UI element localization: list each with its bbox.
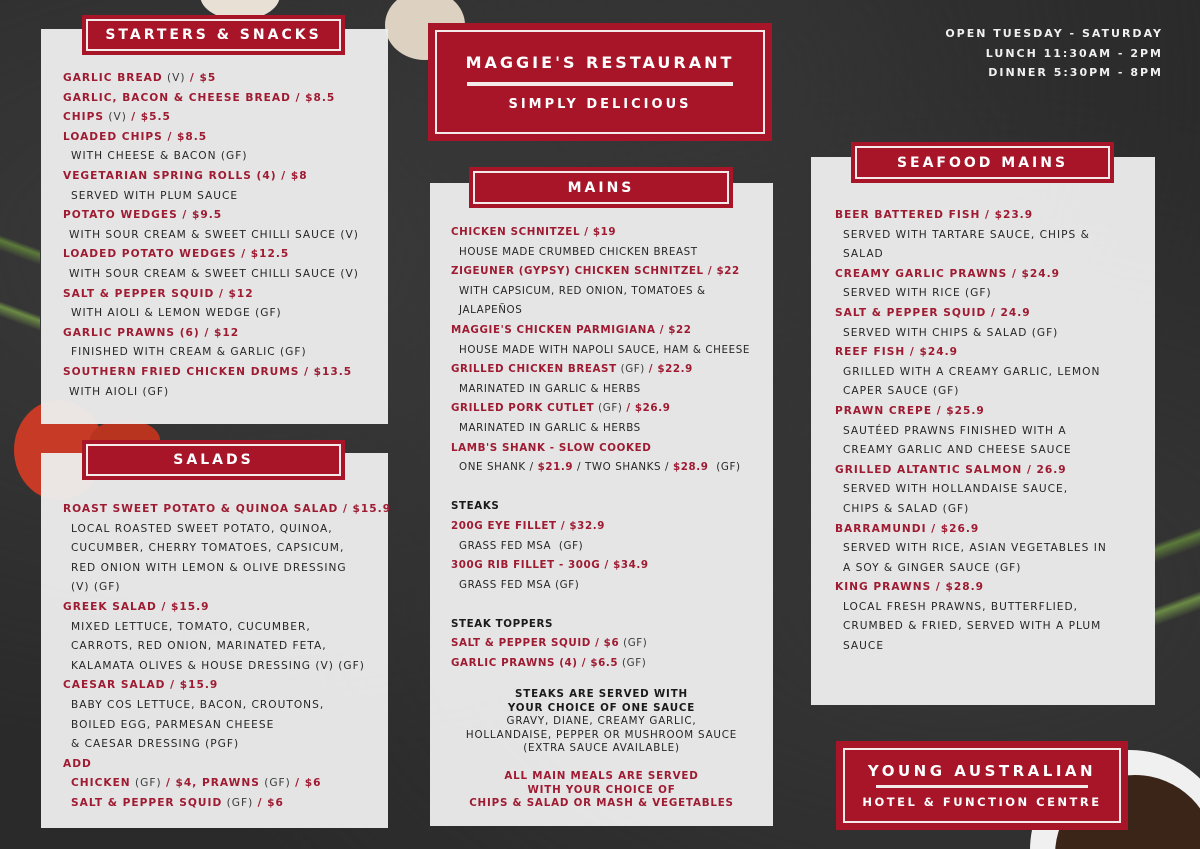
restaurant-tagline: SIMPLY DELICIOUS [508,96,692,112]
menu-item: BARRAMUNDI / $26.9 [835,522,980,535]
item-description: WITH SOUR CREAM & SWEET CHILLI SAUCE (V) [69,267,359,280]
item-description: WITH CAPSICUM, RED ONION, TOMATOES & [459,284,706,297]
add-on-line: SALT & PEPPER SQUID (GF) / $6 [71,796,284,809]
seafood-title: SEAFOOD MAINS [855,146,1110,179]
item-description: JALAPEÑOS [459,304,523,317]
brand-divider [467,82,733,86]
item-description: BOILED EGG, PARMESAN CHEESE [71,718,275,731]
item-description: SAUTÉED PRAWNS FINISHED WITH A [843,424,1067,437]
add-on-line: CHICKEN (GF) / $4, PRAWNS (GF) / $6 [71,777,322,790]
mains-list [451,223,750,674]
mains-header [469,167,733,208]
menu-item: REEF FISH / $24.9 [835,346,958,359]
menu-item: GRILLED CHICKEN BREAST (GF) / $22.9 [451,363,693,376]
seafood-header [851,142,1114,183]
menu-item: PRAWN CREPE / $25.9 [835,404,985,417]
item-description: CRUMBED & FRIED, SERVED WITH A PLUM [843,620,1102,633]
restaurant-brand-box [428,23,772,141]
item-description: CREAMY GARLIC AND CHEESE SAUCE [843,444,1072,457]
opening-hours [945,24,1163,83]
dinner-hours: DINNER 5:30PM - 8PM [988,66,1163,80]
menu-item: LAMB'S SHANK - SLOW COOKED [451,441,652,454]
item-description: GRASS FED MSA (GF) [459,539,584,552]
starters-list [63,69,359,402]
menu-item: BEER BATTERED FISH / $23.9 [835,209,1034,221]
menu-item: GARLIC PRAWNS (6) / $12 [63,326,240,339]
menu-item: KING PRAWNS / $28.9 [835,581,984,594]
item-description: HOUSE MADE CRUMBED CHICKEN BREAST [459,245,698,258]
menu-item: LOADED POTATO WEDGES / $12.5 [63,248,290,261]
starters-title: STARTERS & SNACKS [86,19,341,51]
item-description: MIXED LETTUCE, TOMATO, CUCUMBER, [71,620,311,633]
item-description: BABY COS LETTUCE, BACON, CROUTONS, [71,698,325,711]
item-description: HOUSE MADE WITH NAPOLI SAUCE, HAM & CHEESE [459,343,750,356]
item-description: GRASS FED MSA (GF) [459,578,580,591]
item-description: SAUCE [843,640,885,653]
menu-item: GARLIC PRAWNS (4) / $6.5 (GF) [451,657,647,670]
menu-item: CAESAR SALAD / $15.9 [63,679,219,692]
menu-item: GRILLED PORK CUTLET (GF) / $26.9 [451,402,671,415]
item-description: A SOY & GINGER SAUCE (GF) [843,561,1022,574]
item-description: SERVED WITH CHIPS & SALAD (GF) [843,326,1059,339]
venue-name: YOUNG AUSTRALIAN [867,762,1097,780]
menu-item: CHICKEN SCHNITZEL / $19 [451,226,617,238]
item-description: SALAD [843,248,884,261]
menu-item: GREEK SALAD / $15.9 [63,600,210,613]
rosemary-decoration [1150,450,1200,750]
menu-item: SALT & PEPPER SQUID / $6 (GF) [451,637,648,650]
starters-header [82,15,345,55]
seafood-list [835,206,1107,657]
menu-item: SALT & PEPPER SQUID / 24.9 [835,306,1031,319]
restaurant-name: MAGGIE'S RESTAURANT [465,52,735,72]
sides-note: ALL MAIN MEALS ARE SERVED WITH YOUR CHOICE OF CHIPS & SALAD OR MASH & VEGETABLES [469,770,734,810]
venue-brand-box [836,741,1128,830]
menu-item: SALT & PEPPER SQUID / $12 [63,287,254,300]
mains-title: MAINS [473,171,729,204]
salads-title: SALADS [86,444,341,476]
item-description: LOCAL ROASTED SWEET POTATO, QUINOA, [71,522,333,535]
menu-item: VEGETARIAN SPRING ROLLS (4) / $8 [63,169,308,182]
item-description: WITH AIOLI & LEMON WEDGE (GF) [71,307,282,320]
menu-item: GRILLED ALTANTIC SALMON / 26.9 [835,463,1067,476]
item-description: WITH CHEESE & BACON (GF) [71,150,248,163]
item-description: SERVED WITH PLUM SAUCE [71,189,239,202]
item-description: CUCUMBER, CHERRY TOMATOES, CAPSICUM, [71,542,345,555]
item-description: LOCAL FRESH PRAWNS, BUTTERFLIED, [843,600,1078,613]
menu-item: CHIPS (V) / $5.5 [63,111,171,124]
lamb-shank-pricing: ONE SHANK / $21.9 / TWO SHANKS / $28.9 (GF) [459,461,741,474]
menu-item: GARLIC BREAD (V) / $5 [63,72,217,84]
item-description: GRILLED WITH A CREAMY GARLIC, LEMON [843,365,1101,378]
menu-item: SOUTHERN FRIED CHICKEN DRUMS / $13.5 [63,365,353,378]
lunch-hours: LUNCH 11:30AM - 2PM [985,46,1163,60]
item-description: KALAMATA OLIVES & HOUSE DRESSING (V) (GF) [71,659,365,672]
rosemary-decoration [0,170,40,420]
menu-item: ZIGEUNER (GYPSY) CHICKEN SCHNITZEL / $22 [451,265,740,278]
item-description: CARROTS, RED ONION, MARINATED FETA, [71,640,327,653]
item-description: MARINATED IN GARLIC & HERBS [459,382,641,395]
item-description: SERVED WITH RICE, ASIAN VEGETABLES IN [843,542,1107,555]
steak-toppers-subheading: STEAK TOPPERS [451,617,554,630]
item-description: MARINATED IN GARLIC & HERBS [459,421,641,434]
venue-subtitle: HOTEL & FUNCTION CENTRE [862,795,1102,809]
venue-divider [876,785,1088,788]
menu-item: MAGGIE'S CHICKEN PARMIGIANA / $22 [451,323,692,336]
item-description: SERVED WITH HOLLANDAISE SAUCE, [843,483,1069,496]
item-description: & CAESAR DRESSING (PGF) [71,738,240,751]
item-description: WITH SOUR CREAM & SWEET CHILLI SAUCE (V) [69,228,359,241]
menu-item: 200G EYE FILLET / $32.9 [451,519,605,532]
menu-item: 300G RIB FILLET - 300G / $34.9 [451,559,649,572]
item-description: CAPER SAUCE (GF) [843,385,960,398]
salads-list [63,500,391,814]
item-description: FINISHED WITH CREAM & GARLIC (GF) [71,346,307,359]
item-description: (V) (GF) [71,581,121,594]
steaks-subheading: STEAKS [451,500,500,513]
item-description: SERVED WITH RICE (GF) [843,287,992,300]
item-description: SERVED WITH TARTARE SAUCE, CHIPS & [843,228,1090,241]
item-description: RED ONION WITH LEMON & OLIVE DRESSING [71,561,347,574]
item-description: WITH AIOLI (GF) [69,385,170,398]
menu-item: POTATO WEDGES / $9.5 [63,209,223,222]
menu-item: CREAMY GARLIC PRAWNS / $24.9 [835,267,1061,280]
menu-item: ROAST SWEET POTATO & QUINOA SALAD / $15.9 [63,503,392,515]
menu-item: LOADED CHIPS / $8.5 [63,130,208,143]
item-description: CHIPS & SALAD (GF) [843,502,970,515]
salads-header [82,440,345,480]
menu-item: GARLIC, BACON & CHEESE BREAD / $8.5 [63,91,336,104]
open-days: OPEN TUESDAY - SATURDAY [945,27,1163,40]
sauce-note: STEAKS ARE SERVED WITH YOUR CHOICE OF ONE SAUCE GRAVY, DIANE, CREAMY GARLIC, HOLLANDAISE, PEPPER OR MUSHROOM SAUCE (EXTRA SAUCE AVAILABLE) [465,688,738,755]
add-ons-label: ADD [63,757,92,770]
